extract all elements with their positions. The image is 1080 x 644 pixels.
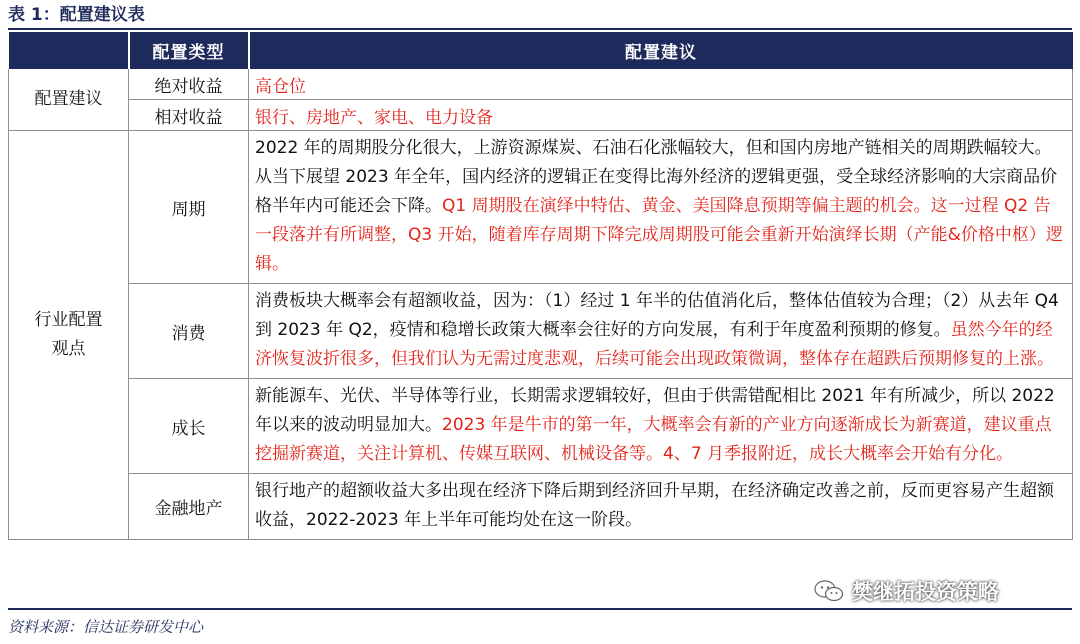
- sector-consumption: 消费: [129, 284, 249, 379]
- table-row: [9, 131, 1073, 284]
- sector-growth-text: [249, 379, 1073, 474]
- header-type: 配置类型: [129, 32, 249, 69]
- advice-absolute: 高仓位: [249, 69, 1073, 100]
- body-text: 2022 年的周期股分化很大，上游资源煤炭、石油石化涨幅较大，但和国内房地产链相关的周期跌幅较大。从当下展望 2023 年全年，国内经济的逻辑正在变得比海外经济的逻辑更强，受全球经济影响的大宗商品价格半年内可能还会下降。: [255, 138, 1058, 216]
- table-header-row: [9, 32, 1073, 69]
- table-row: [9, 474, 1073, 540]
- allocation-group-label: 配置建议: [9, 69, 129, 131]
- sector-growth: 成长: [129, 379, 249, 474]
- body-text: 消费板块大概率会有超额收益，因为：（1）经过 1 年半的估值消化后，整体估值较为合理；（2）从去年 Q4 到 2023 年 Q2，疫情和稳增长政策大概率会往好的方向发展，有利于年度盈利预期的修复。: [255, 291, 1059, 340]
- sector-cycle-text: [249, 131, 1073, 284]
- footer: [8, 608, 1072, 640]
- industry-group-label: [9, 131, 129, 540]
- watermark: [814, 576, 999, 606]
- table-title: 表 1：配置建议表: [8, 5, 145, 25]
- header-advice: 配置建议: [249, 32, 1073, 69]
- allocation-table: [8, 32, 1073, 540]
- table-row: [9, 284, 1073, 379]
- type-absolute: 绝对收益: [129, 69, 249, 100]
- industry-group-line2: 观点: [51, 339, 86, 359]
- highlight-text: 2023 年是牛市的第一年，大概率会有新的产业方向逐渐成长为新赛道，建议重点挖掘新赛道，关注计算机、传媒互联网、机械设备等。4、7 月季报附近，成长大概率会开始有分化。: [255, 415, 1052, 464]
- sector-finance-realestate-text: [249, 474, 1073, 540]
- highlight-text: 虽然今年的经济恢复波折很多，但我们认为无需过度悲观，后续可能会出现政策微调，整体存在超跌后预期修复的上涨。: [255, 320, 1054, 369]
- body-text: 新能源车、光伏、半导体等行业，长期需求逻辑较好，但由于供需错配相比 2021 年有所减少，所以 2022 年以来的波动明显加大。: [255, 386, 1055, 435]
- header-blank: [9, 32, 129, 69]
- industry-group-line1: 行业配置: [34, 310, 103, 330]
- highlight-text: Q1 周期股在演绎中特估、黄金、美国降息预期等偏主题的机会。这一过程 Q2 告一段落并有所调整，Q3 开始，随着库存周期下降完成周期股可能会重新开始演绎长期（产能&价格中枢）逻辑。: [255, 196, 1063, 274]
- body-text: 银行地产的超额收益大多出现在经济下降后期到经济回升早期，在经济确定改善之前，反而更容易产生超额收益，2022-2023 年上半年可能均处在这一阶段。: [255, 481, 1054, 530]
- title-rule: [8, 28, 1072, 30]
- sector-finance-realestate: 金融地产: [129, 474, 249, 540]
- sector-cycle: 周期: [129, 131, 249, 284]
- table-row: [9, 379, 1073, 474]
- sector-consumption-text: [249, 284, 1073, 379]
- table-row: [9, 69, 1073, 100]
- table-row: [9, 100, 1073, 131]
- type-relative: 相对收益: [129, 100, 249, 131]
- watermark-text: 樊继拓投资策略: [852, 580, 999, 604]
- source-note: 资料来源：信达证券研发中心: [8, 618, 204, 636]
- wechat-icon: [814, 579, 844, 603]
- advice-relative: 银行、房地产、家电、电力设备: [249, 100, 1073, 131]
